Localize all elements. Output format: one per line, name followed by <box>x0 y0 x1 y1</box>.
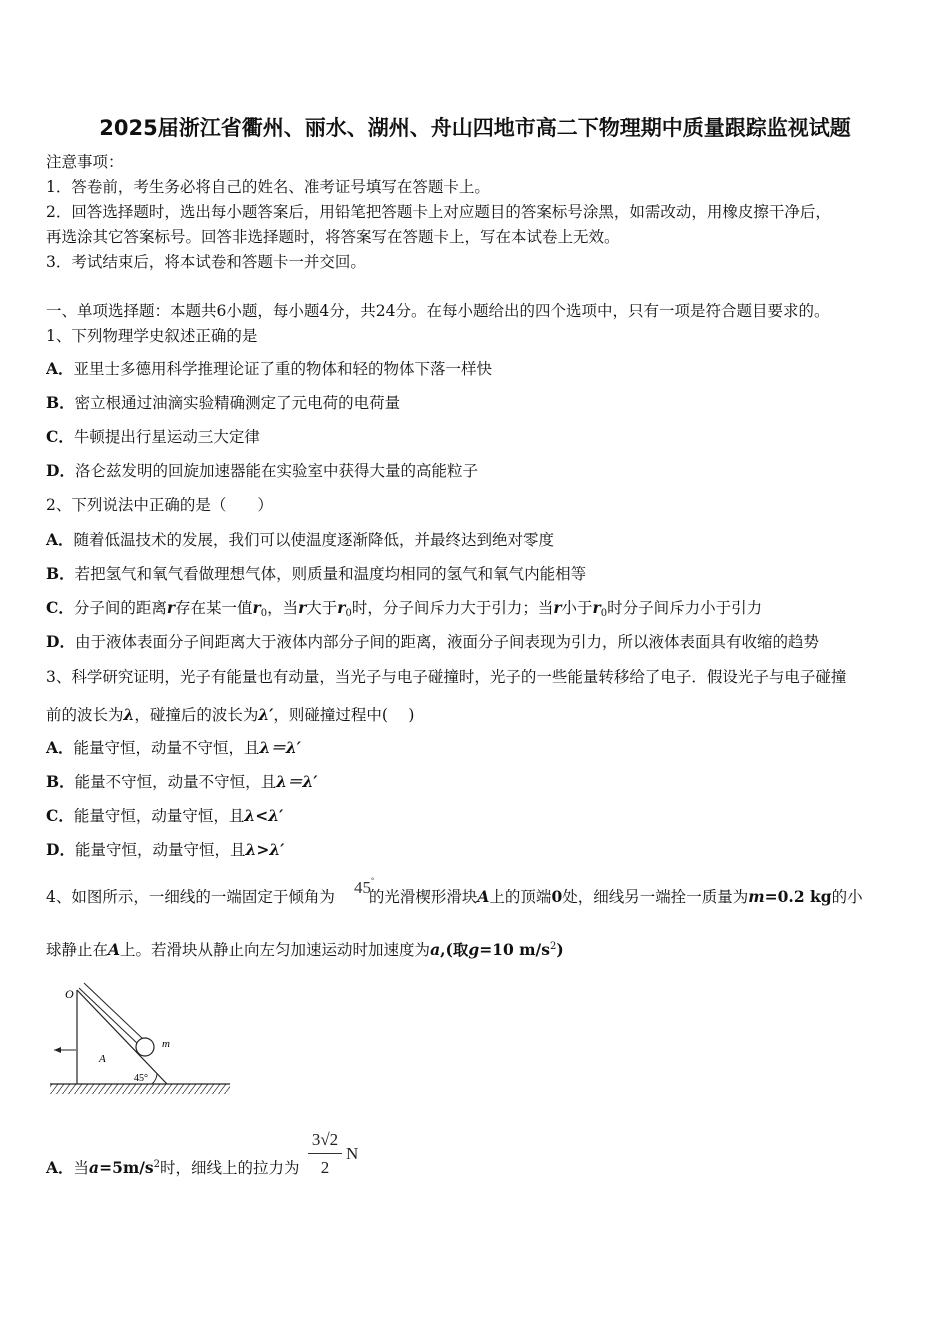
text: 的小 <box>831 888 863 906</box>
q2-stem: 2、下列说法中正确的是（ ） <box>46 496 273 514</box>
var-lambda: λ <box>123 705 135 724</box>
var-r: r <box>166 598 176 617</box>
text: ，则碰撞过程中( ) <box>273 706 415 724</box>
text: ，碰撞后的波长为 <box>134 706 259 724</box>
q1-stem: 1、下列物理学史叙述正确的是 <box>46 327 258 345</box>
notice-heading: 注意事项： <box>46 153 124 171</box>
relation: λ＝λ′ <box>259 738 301 757</box>
q3-stem-line2 <box>46 705 414 725</box>
text: 当 <box>73 1159 90 1177</box>
angle-arc <box>152 1074 157 1084</box>
var-r0: r <box>337 598 346 617</box>
wedge-slope <box>77 990 167 1084</box>
label-angle: 45° <box>134 1073 148 1084</box>
var-A: A <box>477 887 490 906</box>
mass-value: =0.2 kg <box>764 887 832 906</box>
q3-option-a <box>46 738 301 758</box>
q1-option-d <box>46 461 478 481</box>
var-lambda-prime: λ′ <box>258 705 274 724</box>
text: 大于 <box>306 599 338 617</box>
text: 球静止在 <box>46 941 109 959</box>
text: 小于 <box>561 599 593 617</box>
text: 4、如图所示，一细线的一端固定于倾角为 <box>46 888 335 906</box>
q2-option-c <box>46 598 762 624</box>
option-label: A． <box>46 738 74 757</box>
var-a: a <box>89 1158 100 1177</box>
var-m: m <box>748 887 765 906</box>
text: ,(取 <box>440 940 469 959</box>
option-text: 若把氢气和氧气看做理想气体，则质量和温度均相同的氢气和氧气内能相等 <box>74 565 587 583</box>
text: ，当 <box>267 599 299 617</box>
point-O: 0 <box>551 887 563 906</box>
q3-stem-line1: 3、科学研究证明，光子有能量也有动量，当光子与电子碰撞时，光子的一些能量转移给了电子．假设光子与电子碰撞 <box>46 668 847 686</box>
relation: λ<λ′ <box>244 806 284 825</box>
option-text: 能量不守恒，动量不守恒，且 <box>74 773 277 791</box>
angle-formula <box>354 876 374 898</box>
text: 前的波长为 <box>46 706 124 724</box>
notice-item: 3．考试结束后，将本试卷和答题卡一并交回。 <box>46 253 366 271</box>
option-label: A． <box>46 530 74 549</box>
text: 时，细线上的拉力为 <box>160 1159 300 1177</box>
text: 处，细线另一端拴一质量为 <box>562 888 749 906</box>
arrow-head <box>54 1047 61 1053</box>
text: =10 m/s <box>479 940 550 959</box>
text: 分子间的距离 <box>73 599 167 617</box>
text: 时，分子间斥力大于引力；当 <box>351 599 554 617</box>
label-A: A <box>99 1053 106 1065</box>
option-text: 能量守恒，动量守恒，且 <box>74 841 246 859</box>
q2-option-d <box>46 632 819 652</box>
subscript: 0 <box>260 608 268 619</box>
text: 的光滑楔形滑块 <box>368 888 478 906</box>
option-text: 洛仑兹发明的回旋加速器能在实验室中获得大量的高能粒子 <box>74 462 478 480</box>
relation: λ＝λ′ <box>276 772 318 791</box>
option-label: B． <box>46 772 75 791</box>
q4-option-a <box>46 1155 300 1178</box>
option-text: 由于液体表面分子间距离大于液体内部分子间的距离，液面分子间表现为引力，所以液体表面具有收缩的趋势 <box>74 633 819 651</box>
unit: N <box>346 1144 359 1163</box>
text: ) <box>556 940 564 959</box>
option-label: A． <box>46 359 74 378</box>
notice-item: 再选涂其它答案标号。回答非选择题时，将答案写在答题卡上，写在本试卷上无效。 <box>46 228 620 246</box>
var-r0: r <box>592 598 601 617</box>
subscript: 0 <box>345 608 352 619</box>
q3-option-b <box>46 772 317 792</box>
var-r0: r <box>252 598 261 617</box>
fraction-bar <box>308 1153 342 1154</box>
superscript: 2 <box>153 1159 161 1170</box>
option-label: C． <box>46 427 74 446</box>
option-text: 密立根通过油滴实验精确测定了元电荷的电荷量 <box>74 394 401 412</box>
option-text: 能量守恒，动量守恒，且 <box>73 807 245 825</box>
q1-option-b <box>46 393 400 413</box>
label-m: m <box>162 1038 170 1050</box>
text: 时分子间斥力小于引力 <box>607 599 763 617</box>
text: =5m/s <box>99 1158 154 1177</box>
q2-option-b <box>46 564 586 584</box>
label-O: O <box>65 987 74 1001</box>
text: 上的顶端 <box>489 888 552 906</box>
var-r: r <box>298 598 307 617</box>
degree-mark: ° <box>371 876 375 885</box>
thread-right <box>84 983 144 1040</box>
q4-stem-line1 <box>46 887 863 907</box>
subscript: 0 <box>600 608 608 619</box>
superscript: 2 <box>549 941 557 952</box>
var-A: A <box>108 940 121 959</box>
fraction-denominator: 2 <box>320 1158 330 1177</box>
ground-hatch <box>50 1084 230 1094</box>
q1-option-a <box>46 359 492 379</box>
thread-left <box>79 988 139 1045</box>
ball <box>136 1038 154 1056</box>
var-g: g <box>468 940 480 959</box>
fraction-numerator: 3√2 <box>311 1130 339 1149</box>
notice-item: 2．回答选择题时，选出每小题答案后，用铅笔把答题卡上对应题目的答案标号涂黑，如需改动，用橡皮擦干净后， <box>46 203 831 221</box>
relation: λ>λ′ <box>245 840 285 859</box>
option-label: B． <box>46 564 75 583</box>
option-label: B． <box>46 393 75 412</box>
text: 存在某一值 <box>175 599 253 617</box>
notice-item: 1．答卷前，考生务必将自己的姓名、准考证号填写在答题卡上。 <box>46 178 490 196</box>
option-label: D． <box>46 632 75 651</box>
option-label: D． <box>46 840 75 859</box>
option-label: D． <box>46 461 75 480</box>
option-label: C． <box>46 598 74 617</box>
q2-option-a <box>46 530 554 550</box>
option-text: 亚里士多德用科学推理论证了重的物体和轻的物体下落一样快 <box>73 360 493 378</box>
section-heading: 一、单项选择题：本题共6小题，每小题4分，共24分。在每小题给出的四个选项中，只有一项是符合题目要求的。 <box>46 302 830 320</box>
page-title: 2025届浙江省衢州、丽水、湖州、舟山四地市高二下物理期中质量跟踪监视试题 <box>99 116 851 140</box>
option-text: 能量守恒，动量不守恒，且 <box>73 739 260 757</box>
wedge-figure <box>46 980 236 1105</box>
q3-option-d <box>46 840 284 860</box>
option-label: C． <box>46 806 74 825</box>
text: 上。若滑块从静止向左匀加速运动时加速度为 <box>120 941 431 959</box>
var-a: a <box>430 940 441 959</box>
q4-stem-line2 <box>46 937 564 960</box>
angle-value: 45 <box>354 878 371 897</box>
option-label: A． <box>46 1158 74 1177</box>
option-text: 随着低温技术的发展，我们可以使温度逐渐降低，并最终达到绝对零度 <box>73 531 555 549</box>
var-r: r <box>553 598 562 617</box>
q1-option-c <box>46 427 260 447</box>
q3-option-c <box>46 806 283 826</box>
option-text: 牛顿提出行星运动三大定律 <box>73 428 260 446</box>
